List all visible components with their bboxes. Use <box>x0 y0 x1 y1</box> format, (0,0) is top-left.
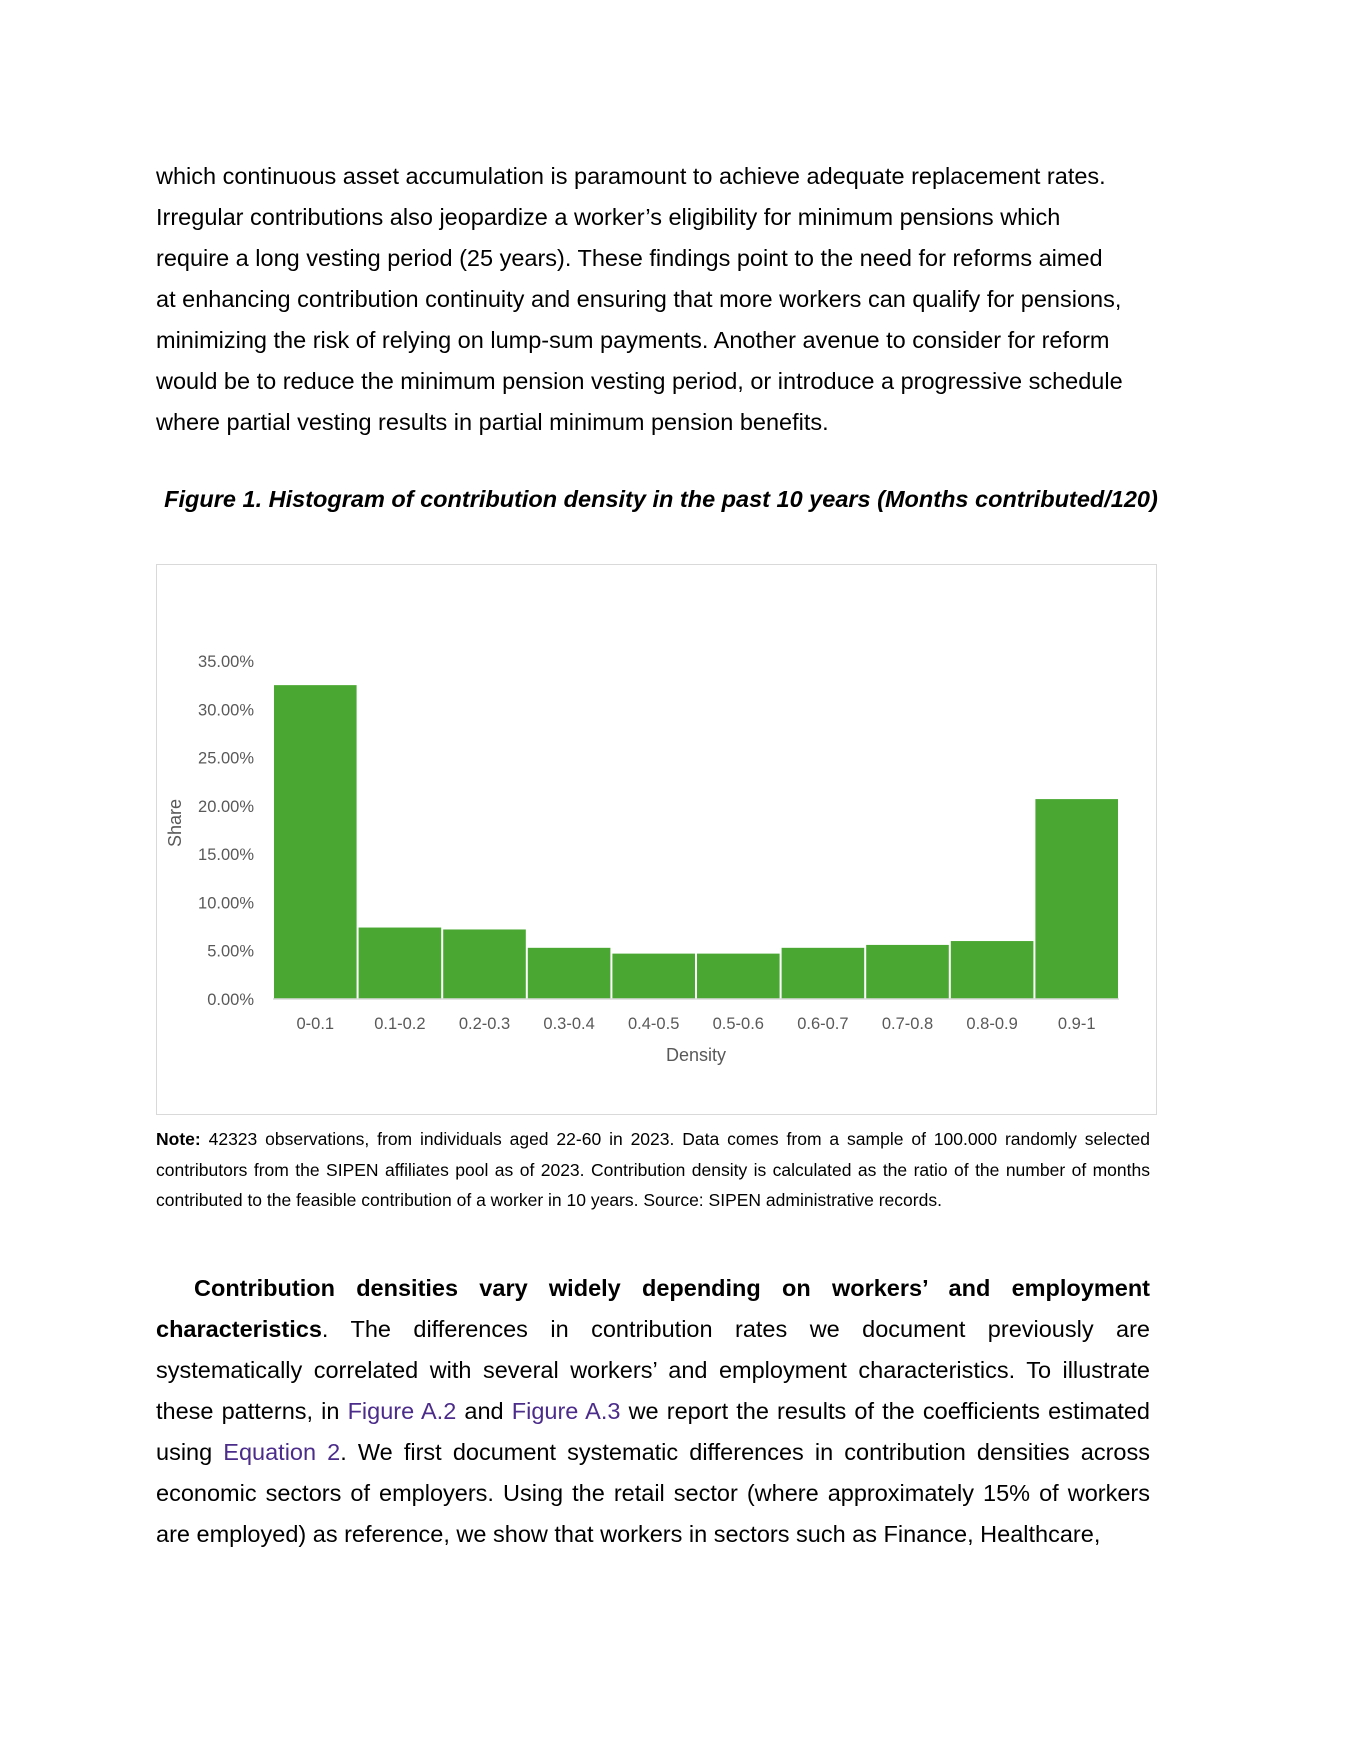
y-tick-label: 20.00% <box>198 797 254 816</box>
x-tick-label: 0.7-0.8 <box>881 1015 934 1033</box>
x-axis-title: Density <box>665 1045 727 1065</box>
histogram-bar <box>443 929 526 999</box>
paragraph-line: which continuous asset accumulation is paramount to achieve adequate replacement rates. <box>156 163 1106 189</box>
histogram-bar <box>866 945 949 999</box>
histogram-bar <box>1035 799 1118 999</box>
histogram-bar <box>782 948 865 999</box>
paragraph-text: . The differences in contribution rates we document previously are systematically correlated with several workers’ and employment characteristics. To illustrate these patterns, in <box>156 1316 1150 1424</box>
y-tick-label: 35.00% <box>198 653 254 671</box>
paragraph-text: . We first document systematic differences in contribution densities across economic sectors of employers. Using the retail sector (where approximately 15% of workers are employed) as reference, we show that workers in sectors such as Finance, Healthcare, <box>156 1439 1150 1547</box>
chart-canvas <box>157 565 1158 1116</box>
x-tick-label: 0.2-0.3 <box>458 1015 511 1033</box>
y-tick-label: 30.00% <box>198 701 254 720</box>
histogram-bar <box>359 928 442 999</box>
figure-a2-link[interactable]: Figure A.2 <box>347 1398 457 1424</box>
histogram-bar <box>528 948 611 999</box>
paragraph-text: we report the results of the coefficients estimated using <box>156 1398 1151 1465</box>
histogram-chart <box>156 564 1157 1115</box>
x-tick-label: 0.9-1 <box>1057 1015 1096 1033</box>
histogram-bar <box>951 941 1034 999</box>
equation-2-link[interactable]: Equation 2 <box>223 1439 341 1465</box>
note-label: Note: <box>156 1129 201 1149</box>
x-tick-label: 0.3-0.4 <box>543 1015 595 1033</box>
paragraph-line: where partial vesting results in partial minimum pension benefits. <box>156 409 829 435</box>
paragraph-line: Irregular contributions also jeopardize a worker’s eligibility for minimum pensions which <box>156 204 1061 230</box>
paragraph-heading: Contribution densities vary widely depending on workers’ and employment characteristics <box>156 1275 1150 1342</box>
x-tick-label: 0.6-0.7 <box>797 1015 849 1033</box>
histogram-bar <box>612 954 695 999</box>
x-tick-label: 0.8-0.9 <box>966 1015 1018 1033</box>
x-tick-label: 0.4-0.5 <box>628 1015 680 1033</box>
paragraph-text: and <box>456 1398 512 1424</box>
paragraph-line: at enhancing contribution continuity and ensuring that more workers can qualify for pensions, <box>156 286 1122 312</box>
paragraph-line: would be to reduce the minimum pension vesting period, or introduce a progressive schedule <box>156 368 1123 394</box>
x-tick-label: 0-0.1 <box>296 1015 335 1033</box>
figure-caption: Figure 1. Histogram of contribution density in the past 10 years (Months contributed/120) <box>164 486 1158 512</box>
histogram-bar <box>274 685 357 999</box>
y-tick-label: 25.00% <box>198 749 254 768</box>
y-axis-title: Share <box>165 798 185 848</box>
paragraph-line: minimizing the risk of relying on lump-sum payments. Another avenue to consider for reform <box>156 327 1110 353</box>
x-tick-label: 0.5-0.6 <box>712 1015 764 1033</box>
figure-note <box>156 1124 1150 1216</box>
top-paragraph <box>156 156 1150 443</box>
note-text: 42323 observations, from individuals aged 22-60 in 2023. Data comes from a sample of 100.000 randomly selected contributors from the SIPEN affiliates pool as of 2023. Contribution density is calculated as the ratio of the number of months contributed to the feasible contribution of a worker in 10 years. Source: SIPEN administrative records. <box>156 1129 1150 1210</box>
paragraph-line: require a long vesting period (25 years). These findings point to the need for reforms aimed <box>156 245 1103 271</box>
y-tick-label: 15.00% <box>198 846 254 865</box>
bottom-paragraph <box>156 1268 1150 1555</box>
y-tick-label: 5.00% <box>207 942 254 961</box>
y-tick-label: 0.00% <box>207 991 254 1009</box>
y-tick-label: 10.00% <box>198 894 254 913</box>
figure-a3-link[interactable]: Figure A.3 <box>511 1398 621 1424</box>
histogram-bar <box>697 954 780 999</box>
x-tick-label: 0.1-0.2 <box>374 1015 426 1033</box>
